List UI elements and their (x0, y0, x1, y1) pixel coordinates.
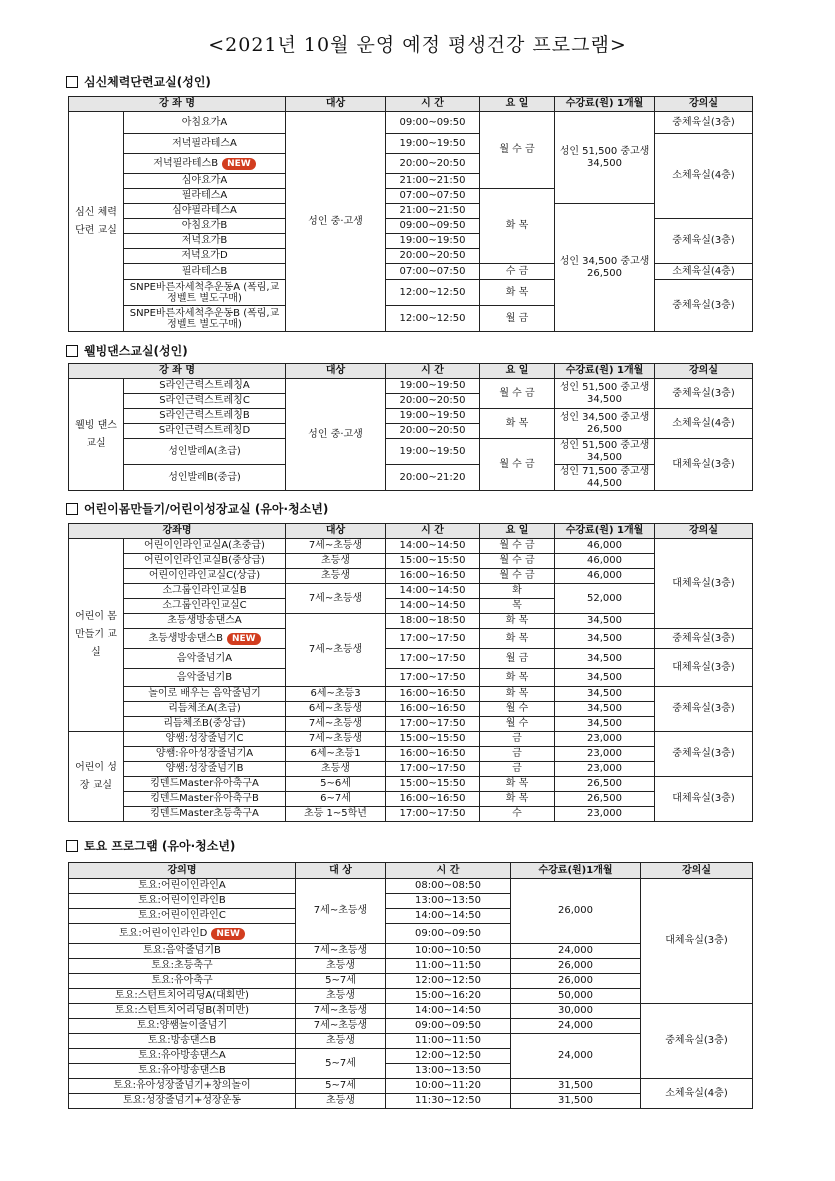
time-cell: 15:00~15:50 (386, 554, 480, 569)
course-name: SNPE바른자세척추운동A (폭림,교정벨트 별도구매) (124, 280, 286, 306)
checkbox-icon (66, 503, 78, 515)
col-header: 강좌명 (69, 524, 286, 539)
course-name: 음악줄넘기A (124, 649, 286, 669)
target-cell: 6세~초등생 (286, 702, 386, 717)
col-header: 대 상 (296, 863, 386, 879)
table-kids (68, 523, 753, 822)
fee-cell: 34,500 (555, 669, 655, 687)
time-cell: 15:00~16:20 (386, 989, 511, 1004)
time-cell: 11:00~11:50 (386, 1034, 511, 1049)
fee-cell: 성인 51,500 중고생 34,500 (555, 439, 655, 465)
col-header: 시 간 (386, 863, 511, 879)
target-cell: 7세~초등생 (286, 717, 386, 732)
fee-cell: 23,000 (555, 807, 655, 822)
course-name-cell (124, 154, 286, 174)
time-cell: 19:00~19:50 (386, 134, 480, 154)
section-title: 심신체력단련교실(성인) (84, 75, 211, 89)
time-cell: 07:00~07:50 (386, 264, 480, 280)
course-name-cell (69, 924, 296, 944)
target-cell: 7세~초등생 (296, 1004, 386, 1019)
fee-cell: 31,500 (511, 1094, 641, 1109)
room-cell: 대체육실(3층) (655, 777, 753, 822)
target-cell: 7세~초등생 (286, 732, 386, 747)
col-header: 대상 (286, 97, 386, 112)
course-name: 놀이로 배우는 음악줄넘기 (124, 687, 286, 702)
course-name: 소그룹인라인교실C (124, 599, 286, 614)
course-name: 성인발레B(중급) (124, 465, 286, 491)
course-name: S라인근력스트레칭C (124, 394, 286, 409)
day-cell: 화 목 (480, 629, 555, 649)
time-cell: 15:00~15:50 (386, 732, 480, 747)
table-wellbeing-dance (68, 363, 753, 491)
room-cell: 대체육실(3층) (655, 539, 753, 629)
col-header: 수강료(원) 1개월 (555, 524, 655, 539)
fee-cell: 46,000 (555, 539, 655, 554)
course-name: 성인발레A(초급) (124, 439, 286, 465)
course-name: 토요:음악줄넘기B (69, 944, 296, 959)
time-cell: 09:00~09:50 (386, 924, 511, 944)
room-cell: 대체육실(3층) (641, 879, 753, 1004)
time-cell: 19:00~19:50 (386, 234, 480, 249)
fee-cell: 34,500 (555, 614, 655, 629)
table-mind-body (68, 96, 753, 332)
room-cell: 중체육실(3층) (655, 732, 753, 777)
day-cell: 화 목 (480, 280, 555, 306)
room-cell: 중체육실(3층) (655, 379, 753, 409)
day-cell: 금 (480, 732, 555, 747)
col-header: 강의실 (655, 97, 753, 112)
course-name: 토요:방송댄스B (69, 1034, 296, 1049)
new-badge: NEW (222, 158, 256, 170)
time-cell: 10:00~11:20 (386, 1079, 511, 1094)
day-cell: 화 목 (480, 669, 555, 687)
fee-cell: 성인 71,500 중고생 44,500 (555, 465, 655, 491)
room-cell: 중체육실(3층) (641, 1004, 753, 1079)
course-name: 심야필라테스A (124, 204, 286, 219)
course-name: 아침요가A (124, 112, 286, 134)
section-title: 토요 프로그램 (유아·청소년) (84, 839, 236, 853)
col-header: 대상 (286, 524, 386, 539)
course-name: 킹덴드Master초등축구A (124, 807, 286, 822)
time-cell: 19:00~19:50 (386, 379, 480, 394)
col-header: 강 좌 명 (69, 97, 286, 112)
course-name: 필라테스B (124, 264, 286, 280)
target-cell: 초등생 (296, 989, 386, 1004)
target-cell: 초등생 (286, 762, 386, 777)
time-cell: 16:00~16:50 (386, 687, 480, 702)
checkbox-icon (66, 840, 78, 852)
target-cell: 6세~초등1 (286, 747, 386, 762)
target-cell: 7세~초등생 (286, 539, 386, 554)
room-cell: 소체육실(4층) (655, 264, 753, 280)
fee-cell: 24,000 (511, 1034, 641, 1079)
time-cell: 13:00~13:50 (386, 1064, 511, 1079)
col-header: 요 일 (480, 524, 555, 539)
time-cell: 11:30~12:50 (386, 1094, 511, 1109)
day-cell: 화 목 (480, 687, 555, 702)
target-cell: 초등생 (286, 554, 386, 569)
course-name: 킹덴드Master유아축구A (124, 777, 286, 792)
fee-cell: 23,000 (555, 732, 655, 747)
time-cell: 12:00~12:50 (386, 974, 511, 989)
course-name-cell (124, 629, 286, 649)
day-cell: 목 (480, 599, 555, 614)
course-name: 토요:성장줄넘기+성장운동 (69, 1094, 296, 1109)
target-cell: 7세~초등생 (296, 1019, 386, 1034)
target-cell: 5~7세 (296, 1049, 386, 1079)
course-name: 리듬체조A(초급) (124, 702, 286, 717)
day-cell: 월 수 금 (480, 569, 555, 584)
fee-cell: 성인 34,500 중고생 26,500 (555, 409, 655, 439)
course-name: 초등생방송댄스A (124, 614, 286, 629)
col-header: 시 간 (386, 364, 480, 379)
col-header: 시 간 (386, 524, 480, 539)
course-name: 토요:어린이인라인A (69, 879, 296, 894)
fee-cell: 26,000 (511, 974, 641, 989)
time-cell: 19:00~19:50 (386, 439, 480, 465)
time-cell: 08:00~08:50 (386, 879, 511, 894)
time-cell: 12:00~12:50 (386, 1049, 511, 1064)
course-name: 토요:초등축구 (69, 959, 296, 974)
time-cell: 16:00~16:50 (386, 569, 480, 584)
fee-cell: 34,500 (555, 702, 655, 717)
course-name: 저녁요가D (124, 249, 286, 264)
target-label: 성인 중·고생 (286, 112, 386, 332)
fee-cell: 34,500 (555, 717, 655, 732)
course-name: S라인근력스트레칭B (124, 409, 286, 424)
day-cell: 월 수 금 (480, 554, 555, 569)
course-name: 토요:유아성장줄넘기+창의놀이 (69, 1079, 296, 1094)
course-name: 저녁요가B (124, 234, 286, 249)
day-cell: 금 (480, 747, 555, 762)
fee-cell: 30,000 (511, 1004, 641, 1019)
target-label: 성인 중·고생 (286, 379, 386, 491)
fee-cell: 31,500 (511, 1079, 641, 1094)
course-name: 토요:유아축구 (69, 974, 296, 989)
room-cell: 대체육실(3층) (655, 649, 753, 687)
time-cell: 11:00~11:50 (386, 959, 511, 974)
col-header: 요 일 (480, 364, 555, 379)
time-cell: 17:00~17:50 (386, 669, 480, 687)
time-cell: 15:00~15:50 (386, 777, 480, 792)
day-cell: 화 목 (480, 189, 555, 264)
fee-cell: 24,000 (511, 944, 641, 959)
room-cell: 소체육실(4층) (655, 134, 753, 219)
course-name: S라인근력스트레칭A (124, 379, 286, 394)
time-cell: 07:00~07:50 (386, 189, 480, 204)
day-cell: 월 수 금 (480, 439, 555, 491)
day-cell: 화 목 (480, 792, 555, 807)
time-cell: 10:00~10:50 (386, 944, 511, 959)
time-cell: 09:00~09:50 (386, 219, 480, 234)
day-cell: 월 금 (480, 306, 555, 332)
col-header: 수강료(원) 1개월 (555, 364, 655, 379)
room-cell: 중체육실(3층) (655, 112, 753, 134)
day-cell: 수 (480, 807, 555, 822)
day-cell: 월 수 금 (480, 112, 555, 189)
fee-cell: 50,000 (511, 989, 641, 1004)
fee-cell: 26,000 (511, 879, 641, 944)
course-name: 저녁필라테스A (124, 134, 286, 154)
room-cell: 중체육실(3층) (655, 280, 753, 332)
new-badge: NEW (211, 928, 245, 940)
day-cell: 월 수 금 (480, 379, 555, 409)
room-cell: 중체육실(3층) (655, 687, 753, 732)
time-cell: 16:00~16:50 (386, 702, 480, 717)
col-header: 강의실 (655, 364, 753, 379)
time-cell: 12:00~12:50 (386, 280, 480, 306)
target-cell: 초등 1~5학년 (286, 807, 386, 822)
course-name: 양쌤:성장줄넘기B (124, 762, 286, 777)
course-name: 토요:스턴트치어리딩A(대회반) (69, 989, 296, 1004)
time-cell: 17:00~17:50 (386, 807, 480, 822)
course-name: 아침요가B (124, 219, 286, 234)
fee-cell: 34,500 (555, 687, 655, 702)
col-header: 강의실 (641, 863, 753, 879)
fee-cell: 26,500 (555, 792, 655, 807)
category-label: 어린이 몸 만들기 교실 (69, 539, 124, 732)
fee-cell: 성인 51,500 중고생 34,500 (555, 379, 655, 409)
day-cell: 월 수 (480, 717, 555, 732)
time-cell: 19:00~19:50 (386, 409, 480, 424)
col-header: 강의명 (69, 863, 296, 879)
fee-cell: 26,500 (555, 777, 655, 792)
room-cell: 중체육실(3층) (655, 629, 753, 649)
day-cell: 월 금 (480, 649, 555, 669)
course-name: 토요:유아방송댄스A (69, 1049, 296, 1064)
course-name: 필라테스A (124, 189, 286, 204)
time-cell: 17:00~17:50 (386, 717, 480, 732)
table-saturday (68, 862, 753, 1109)
fee-cell: 24,000 (511, 1019, 641, 1034)
time-cell: 16:00~16:50 (386, 747, 480, 762)
course-name: 토요:양쌤놀이줄넘기 (69, 1019, 296, 1034)
target-cell: 5~6세 (286, 777, 386, 792)
day-cell: 수 금 (480, 264, 555, 280)
course-name: 토요:어린이인라인B (69, 894, 296, 909)
course-name: 초등생방송댄스B (148, 632, 223, 644)
fee-cell: 52,000 (555, 584, 655, 614)
checkbox-icon (66, 76, 78, 88)
course-name: 심야요가A (124, 174, 286, 189)
course-name: 토요:어린이인라인C (69, 909, 296, 924)
time-cell: 17:00~17:50 (386, 762, 480, 777)
time-cell: 20:00~20:50 (386, 154, 480, 174)
target-cell: 초등생 (286, 569, 386, 584)
fee-cell: 23,000 (555, 762, 655, 777)
time-cell: 14:00~14:50 (386, 1004, 511, 1019)
page-title: <2021년 10월 운영 예정 평생건강 프로그램> (208, 34, 627, 56)
target-cell: 6세~초등3 (286, 687, 386, 702)
time-cell: 18:00~18:50 (386, 614, 480, 629)
time-cell: 13:00~13:50 (386, 894, 511, 909)
day-cell: 금 (480, 762, 555, 777)
time-cell: 21:00~21:50 (386, 204, 480, 219)
time-cell: 14:00~14:50 (386, 539, 480, 554)
time-cell: 14:00~14:50 (386, 584, 480, 599)
time-cell: 17:00~17:50 (386, 629, 480, 649)
fee-cell: 34,500 (555, 649, 655, 669)
time-cell: 20:00~21:20 (386, 465, 480, 491)
course-name: 어린이인라인교실C(상급) (124, 569, 286, 584)
time-cell: 20:00~20:50 (386, 249, 480, 264)
course-name: 양쌤:성장줄넘기C (124, 732, 286, 747)
col-header: 요 일 (480, 97, 555, 112)
section-title: 어린이몸만들기/어린이성장교실 (유아·청소년) (84, 502, 329, 516)
course-name: 소그룹인라인교실B (124, 584, 286, 599)
section-heading-1 (66, 73, 211, 90)
time-cell: 09:00~09:50 (386, 112, 480, 134)
time-cell: 09:00~09:50 (386, 1019, 511, 1034)
time-cell: 21:00~21:50 (386, 174, 480, 189)
time-cell: 17:00~17:50 (386, 649, 480, 669)
target-cell: 7세~초등생 (296, 944, 386, 959)
col-header: 강의실 (655, 524, 753, 539)
section-heading-3 (66, 500, 328, 517)
target-cell: 7세~초등생 (286, 614, 386, 687)
course-name: 음악줄넘기B (124, 669, 286, 687)
time-cell: 16:00~16:50 (386, 792, 480, 807)
col-header: 강 좌 명 (69, 364, 286, 379)
section-heading-2 (66, 342, 188, 359)
course-name: 어린이인라인교실A(초중급) (124, 539, 286, 554)
col-header: 시 간 (386, 97, 480, 112)
time-cell: 14:00~14:50 (386, 909, 511, 924)
room-cell: 대체육실(3층) (655, 439, 753, 491)
category-label: 심신 체력 단련 교실 (69, 112, 124, 332)
course-name: 어린이인라인교실B(중상급) (124, 554, 286, 569)
course-name: S라인근력스트레칭D (124, 424, 286, 439)
target-cell: 7세~초등생 (296, 879, 386, 944)
course-name: 토요:어린이인라인D (119, 927, 208, 939)
day-cell: 화 목 (480, 409, 555, 439)
time-cell: 20:00~20:50 (386, 394, 480, 409)
day-cell: 화 목 (480, 614, 555, 629)
target-cell: 초등생 (296, 1034, 386, 1049)
section-heading-4 (66, 837, 235, 854)
course-name: 토요:스턴트치어리딩B(취미반) (69, 1004, 296, 1019)
fee-cell: 34,500 (555, 629, 655, 649)
fee-cell: 46,000 (555, 554, 655, 569)
time-cell: 12:00~12:50 (386, 306, 480, 332)
col-header: 대상 (286, 364, 386, 379)
category-label: 어린이 성장 교실 (69, 732, 124, 822)
day-cell: 월 수 금 (480, 539, 555, 554)
category-label: 웰빙 댄스 교실 (69, 379, 124, 491)
time-cell: 14:00~14:50 (386, 599, 480, 614)
target-cell: 초등생 (296, 959, 386, 974)
course-name: 양쌤:유아성장줄넘기A (124, 747, 286, 762)
target-cell: 6~7세 (286, 792, 386, 807)
day-cell: 월 수 (480, 702, 555, 717)
course-name: 저녁필라테스B (153, 157, 219, 169)
checkbox-icon (66, 345, 78, 357)
room-cell: 중체육실(3층) (655, 219, 753, 264)
fee-cell: 성인 51,500 중고생 34,500 (555, 112, 655, 204)
fee-cell: 23,000 (555, 747, 655, 762)
course-name: 리듬체조B(중상급) (124, 717, 286, 732)
course-name: SNPE바른자세척추운동B (폭림,교정벨트 별도구매) (124, 306, 286, 332)
fee-cell: 46,000 (555, 569, 655, 584)
target-cell: 5~7세 (296, 974, 386, 989)
target-cell: 5~7세 (296, 1079, 386, 1094)
target-cell: 7세~초등생 (286, 584, 386, 614)
col-header: 수강료(원) 1개월 (555, 97, 655, 112)
fee-cell: 성인 34,500 중고생 26,500 (555, 204, 655, 332)
room-cell: 소체육실(4층) (655, 409, 753, 439)
new-badge: NEW (227, 633, 261, 645)
time-cell: 20:00~20:50 (386, 424, 480, 439)
course-name: 킹덴드Master유아축구B (124, 792, 286, 807)
fee-cell: 26,000 (511, 959, 641, 974)
target-cell: 초등생 (296, 1094, 386, 1109)
col-header: 수강료(원)1개월 (511, 863, 641, 879)
room-cell: 소체육실(4층) (641, 1079, 753, 1109)
section-title: 웰빙댄스교실(성인) (84, 344, 188, 358)
day-cell: 화 목 (480, 777, 555, 792)
day-cell: 화 (480, 584, 555, 599)
course-name: 토요:유아방송댄스B (69, 1064, 296, 1079)
